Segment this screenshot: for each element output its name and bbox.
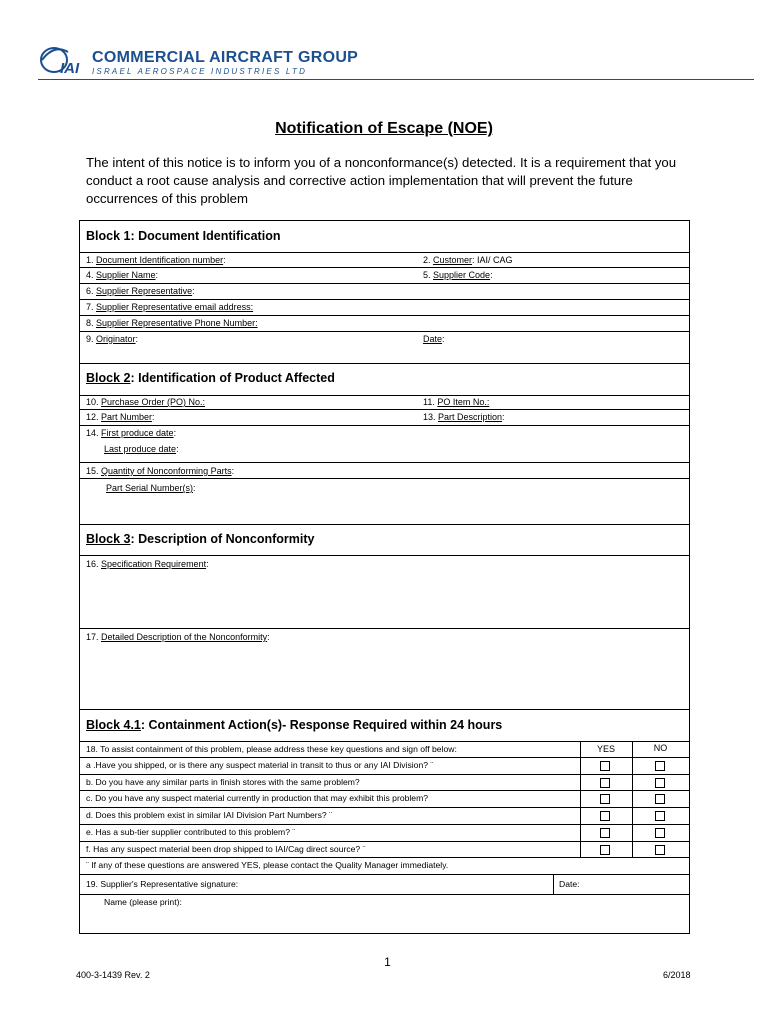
block4-title: Block 4.1 — [86, 718, 141, 732]
row-field-15: 15. Quantity of Nonconforming Parts: Part Serial Number(s): — [80, 463, 689, 525]
spec-requirement-label: Specification Requirement — [101, 559, 207, 569]
yes-note-text: ¨ If any of these questions are answered YES, please contact the Quality Manager immediately. — [86, 860, 449, 870]
no-checkbox-a[interactable] — [655, 761, 665, 771]
row-field-14: 14. First produce date: Last produce date: — [80, 426, 689, 463]
row-fields-12-13: 12. Part Number: 13. Part Description: — [80, 410, 689, 426]
company-header — [38, 40, 359, 76]
block3-title: Block 3 — [86, 532, 131, 546]
row-field-9: 9. Originator: Date: — [80, 332, 689, 364]
question-row — [80, 808, 689, 825]
quantity-nonconforming-label: Quantity of Nonconforming Parts — [101, 466, 232, 476]
row-fields-10-11: 10. Purchase Order (PO) No.: 11. PO Item No.: — [80, 396, 689, 410]
name-print-row — [80, 895, 689, 933]
page-number: 1 — [384, 955, 391, 969]
row-field-8: 8. Supplier Representative Phone Number: — [80, 316, 689, 332]
footer-date: 6/2018 — [663, 970, 691, 980]
last-produce-date-label: Last produce date — [104, 444, 177, 454]
po-item-label: PO Item No.: — [437, 397, 490, 407]
yes-column-header: YES — [596, 744, 615, 754]
block2-title: Block 2 — [86, 371, 131, 385]
company-name: COMMERCIAL AIRCRAFT GROUP — [92, 49, 359, 66]
header-divider — [38, 79, 754, 80]
logo-text: IAI — [60, 60, 80, 76]
yes-checkbox-c[interactable] — [600, 794, 610, 804]
no-checkbox-d[interactable] — [655, 811, 665, 821]
supplier-rep-label: Supplier Representative — [96, 286, 193, 296]
question-a-text: a .Have you shipped, or is there any suspect material in transit to thus or any IAI Division? ¨ — [86, 760, 434, 770]
yes-checkbox-d[interactable] — [600, 811, 610, 821]
question-row — [80, 758, 689, 775]
no-checkbox-c[interactable] — [655, 794, 665, 804]
row-field-17: 17. Detailed Description of the Nonconformity: — [80, 629, 689, 710]
row-divider — [80, 478, 689, 479]
noe-form — [79, 220, 690, 934]
block1-title: Block 1: Document Identification — [86, 229, 281, 243]
row-question-18 — [80, 742, 689, 758]
originator-label: Originator — [96, 334, 136, 344]
no-checkbox-b[interactable] — [655, 778, 665, 788]
signature-date-label: Date: — [559, 879, 580, 889]
block2-header: Block 2: Identification of Product Affected — [80, 364, 689, 396]
block1-header — [80, 221, 689, 253]
supplier-email-label: Supplier Representative email address: — [96, 302, 254, 312]
question-b-text: b. Do you have any similar parts in finish stores with the same problem? — [86, 777, 360, 787]
first-produce-date-label: First produce date — [101, 428, 174, 438]
customer-label: Customer — [433, 255, 473, 265]
no-checkbox-e[interactable] — [655, 828, 665, 838]
yes-checkbox-f[interactable] — [600, 845, 610, 855]
question-row — [80, 791, 689, 808]
row-fields-4-5: 4. Supplier Name: 5. Supplier Code: — [80, 268, 689, 284]
document-revision: 400-3-1439 Rev. 2 — [76, 970, 150, 980]
note-row — [80, 858, 689, 875]
date-label: Date — [423, 334, 443, 344]
yes-checkbox-b[interactable] — [600, 778, 610, 788]
part-serial-label: Part Serial Number(s) — [106, 483, 194, 493]
question-row — [80, 825, 689, 842]
detailed-description-label: Detailed Description of the Nonconformity — [101, 632, 268, 642]
no-checkbox-f[interactable] — [655, 845, 665, 855]
block4-header: Block 4.1: Containment Action(s)- Response Required within 24 hours — [80, 710, 689, 742]
customer-value: : IAI/ CAG — [472, 255, 513, 265]
po-number-label: Purchase Order (PO) No.: — [101, 397, 206, 407]
row-fields-1-2: 1. Document Identification number: 2. Customer: IAI/ CAG — [80, 253, 689, 268]
company-subname: ISRAEL AEROSPACE INDUSTRIES LTD — [92, 67, 308, 76]
question-row — [80, 842, 689, 858]
doc-id-label: Document Identification number — [96, 255, 224, 265]
block3-header: Block 3: Description of Nonconformity — [80, 525, 689, 556]
intro-paragraph: The intent of this notice is to inform you of a nonconformance(s) detected. It is a requirement that you conduct a root cause analysis and corrective action implementation that will prevent the future occurrences of this problem — [86, 155, 677, 206]
signature-row — [80, 875, 689, 895]
question-c-text: c. Do you have any suspect material currently in production that may exhibit this problem? — [86, 793, 429, 803]
question-e-text: e. Has a sub-tier supplier contributed to this problem? ¨ — [86, 827, 296, 837]
supplier-name-label: Supplier Name — [96, 270, 156, 280]
page-title: Notification of Escape (NOE) — [275, 120, 493, 137]
question-d-text: d. Does this problem exist in similar IAI Division Part Numbers? ¨ — [86, 810, 332, 820]
yes-checkbox-a[interactable] — [600, 761, 610, 771]
supplier-code-label: Supplier Code — [433, 270, 491, 280]
question-row — [80, 775, 689, 791]
supplier-phone-label: Supplier Representative Phone Number: — [96, 318, 258, 328]
row-field-7: 7. Supplier Representative email address: — [80, 300, 689, 316]
part-description-label: Part Description — [438, 412, 503, 422]
row-field-16: 16. Specification Requirement: — [80, 556, 689, 629]
row-field-6: 6. Supplier Representative: — [80, 284, 689, 300]
iai-logo-icon — [38, 40, 96, 76]
no-column-header: NO — [653, 743, 668, 753]
signature-label: 19. Supplier's Representative signature: — [86, 879, 239, 889]
part-number-label: Part Number — [101, 412, 153, 422]
question-f-text: f. Has any suspect material been drop shipped to IAI/Cag direct source? ¨ — [86, 844, 366, 854]
yes-checkbox-e[interactable] — [600, 828, 610, 838]
question-18-text: 18. To assist containment of this problem, please address these key questions and sign off below: — [86, 744, 457, 754]
name-print-label: Name (please print): — [104, 897, 182, 907]
